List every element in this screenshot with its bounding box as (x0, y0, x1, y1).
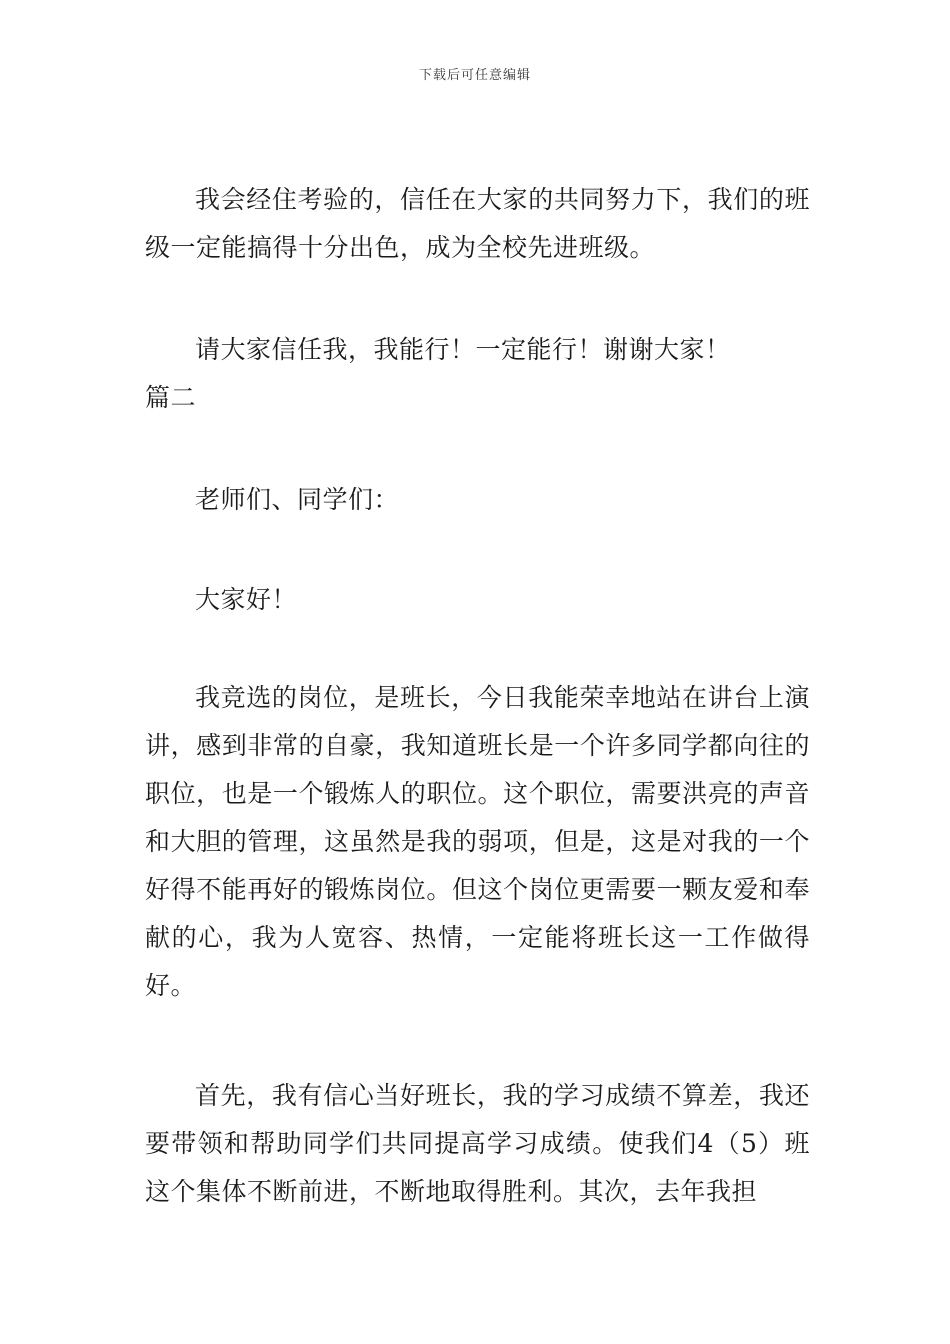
paragraph-confidence: 首先，我有信心当好班长，我的学习成绩不算差，我还要带领和帮助同学们共同提高学习成绩。使我们4（5）班这个集体不断前进，不断地取得胜利。其次，去年我担 (145, 1081, 810, 1206)
paragraph-greeting-audience: 老师们、同学们： (195, 485, 400, 514)
header-note: 下载后可任意编辑 (418, 68, 531, 83)
paragraph-hello: 大家好！ (195, 585, 298, 614)
paragraph-position: 我竞选的岗位，是班长，今日我能荣幸地站在讲台上演讲，感到非常的自豪，我知道班长是一个许多同学都向往的职位，也是一个锻炼人的职位。这个职位，需要洪亮的声音和大胆的管理，这虽然是我的弱项，但是，这是对我的一个好得不能再好的锻炼岗位。但这个岗位更需要一颗友爱和奉献的心，我为人宽容、热情，一定能将班长这一工作做得好。 (145, 683, 810, 1000)
paragraph-trust-me: 请大家信任我，我能行！一定能行！谢谢大家！ (195, 335, 731, 364)
section-title: 篇二 (145, 383, 197, 412)
paragraph-test-pledge: 我会经住考验的，信任在大家的共同努力下，我们的班级一定能搞得十分出色，成为全校先进班级。 (145, 185, 810, 262)
